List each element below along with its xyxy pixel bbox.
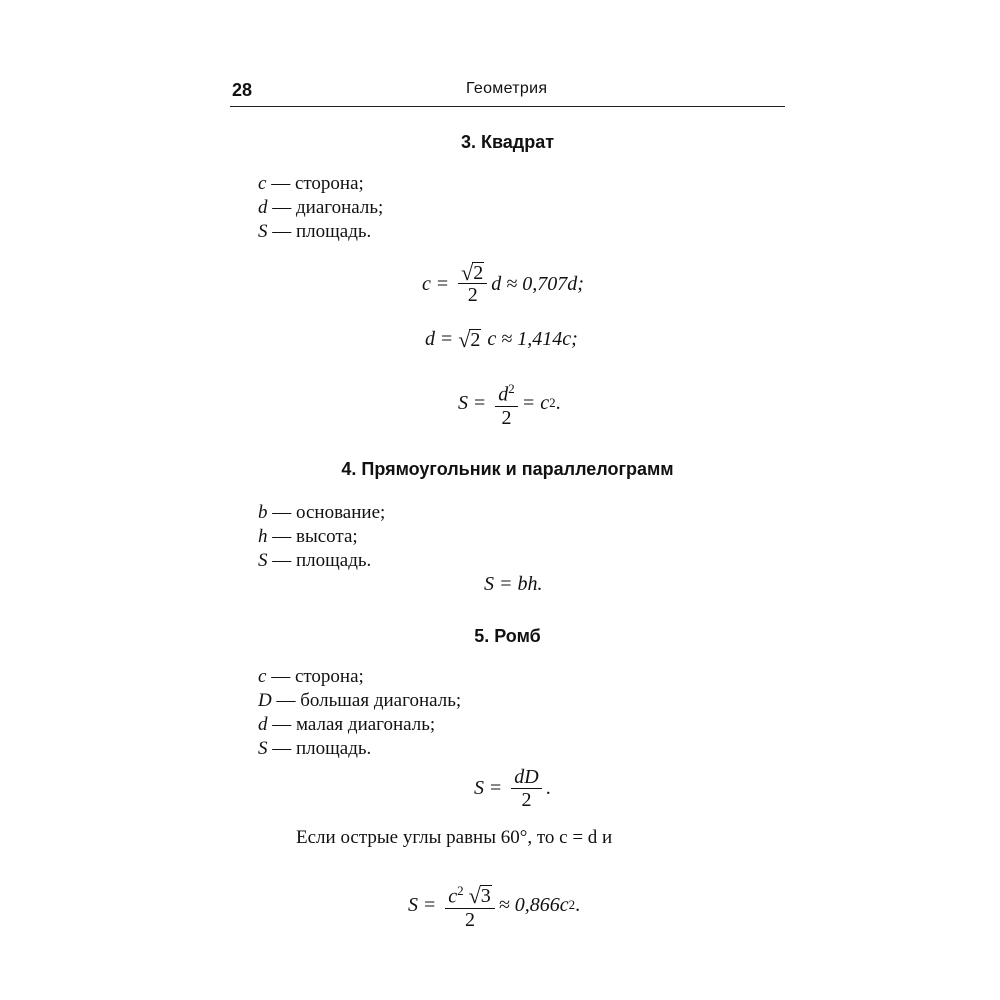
- sqrt: √ 2: [458, 327, 481, 352]
- definition-item: d — диагональ;: [258, 197, 384, 218]
- page-number: 28: [232, 80, 253, 100]
- sqrt: √ 3: [468, 882, 491, 908]
- running-title: Геометрия: [466, 80, 548, 97]
- fraction: $c^2$ √ 3 2: [445, 880, 494, 931]
- definition-item: S — площадь.: [258, 221, 372, 242]
- definition-item: S — площадь.: [258, 738, 372, 759]
- formula-rectangle-area: S = bh.: [484, 573, 543, 595]
- square-definitions: [258, 172, 383, 244]
- fraction: √ 2 2: [458, 262, 487, 306]
- definition-item: S — площадь.: [258, 550, 372, 571]
- definition-item: h — высота;: [258, 526, 358, 547]
- rhombus-definitions: [258, 665, 461, 761]
- section-heading-square: 3. Квадрат: [460, 132, 555, 152]
- formula-rhombus-area: S = $\frac{dD}{2}$ .: [474, 766, 551, 811]
- definition-item: D — большая диагональ;: [258, 690, 462, 711]
- fraction: $\frac{dD}{2}$: [511, 766, 541, 811]
- section-heading-rectangle: 4. Прямоугольник и параллелограмм: [341, 459, 674, 479]
- sqrt: √ 2: [458, 262, 487, 284]
- formula-square-area: S = $\frac{d^2}{2}$ = c 2 .: [458, 378, 561, 429]
- definition-item: c — сторона;: [258, 666, 364, 687]
- page-header: [230, 80, 785, 107]
- section-heading-rhombus: 5. Ромб: [474, 626, 541, 646]
- formula-rhombus-area-60: S = $c^2$ √ 3 2 ≈ 0,866c 2 .: [408, 880, 580, 931]
- definition-item: d — малая диагональ;: [258, 714, 436, 735]
- definition-item: b — основание;: [258, 502, 386, 523]
- rectangle-definitions: [258, 501, 385, 573]
- rhombus-acute-angle-note: Если острые углы равны 60°, то c = d и: [296, 827, 613, 848]
- formula-square-diagonal: d = √ 2 c ≈ 1,414c;: [425, 327, 578, 352]
- fraction: $\frac{d^2}{2}$: [495, 378, 518, 429]
- formula-square-side: c = √ 2 2 d ≈ 0,707d;: [422, 260, 584, 306]
- definition-item: c — сторона;: [258, 173, 364, 194]
